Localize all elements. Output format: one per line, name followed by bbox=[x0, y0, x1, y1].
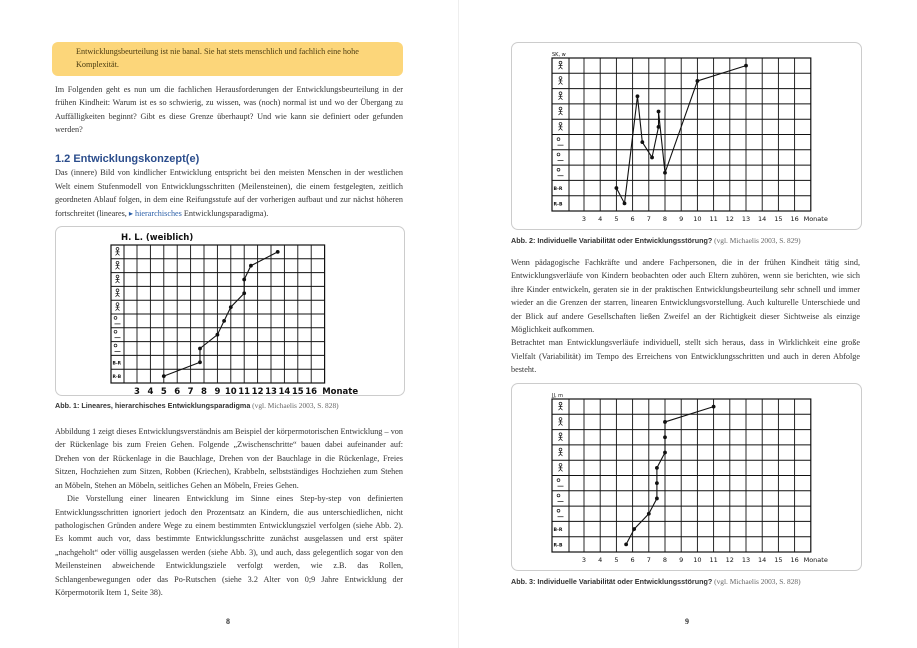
page-9-content bbox=[511, 42, 860, 587]
concept-paragraph bbox=[55, 166, 403, 220]
milestone-icon bbox=[559, 125, 563, 130]
data-point bbox=[198, 360, 202, 364]
chart-title: SK, w bbox=[552, 52, 566, 58]
page-number: 9 bbox=[685, 617, 689, 626]
milestone-icon bbox=[557, 153, 560, 156]
page-8 bbox=[0, 0, 458, 648]
figure-1-caption bbox=[55, 401, 403, 411]
data-point bbox=[229, 305, 233, 309]
x-tick-label: 11 bbox=[709, 555, 718, 564]
milestone-icon bbox=[559, 64, 563, 69]
paragraph: Wenn pädagogische Fachkräfte und andere Fachpersonen, die in der frühen Kindheit tätig sind, Entwicklungsverläufe von Kindern beobachten oder auch Eltern zuhören, wenn sie berichten, wie sich ihre Kinder entwickeln, geraten sie in der praktischen Entwicklungsbeurteilung sehr schnell und immer wieder an die Grenzen der starren, linearen Entwicklungsvorstellung. Auch kulturelle Unterschiede und der Blick auf andere Gesellschaften ließen Zweifel an der Richtigkeit dieser Sichtweise als einzige Möglichkeit aufkommen. bbox=[511, 258, 860, 335]
milestone-icon bbox=[557, 494, 560, 497]
data-point bbox=[647, 512, 651, 516]
highlight-text: Entwicklungsbeurteilung ist nie banal. Sie hat stets menschlich und fachlich eine hohe Komplexität. bbox=[76, 47, 359, 70]
x-tick-label: 12 bbox=[725, 215, 734, 223]
milestone-icon bbox=[557, 509, 560, 512]
x-tick-label: 13 bbox=[741, 555, 751, 564]
milestone-icon bbox=[116, 278, 120, 283]
x-tick-label: 4 bbox=[598, 555, 603, 564]
milestone-icon bbox=[557, 138, 560, 141]
x-tick-label: 13 bbox=[741, 215, 751, 223]
x-tick-label: 15 bbox=[291, 387, 304, 396]
milestone-icon bbox=[557, 478, 560, 481]
paragraph: Betrachtet man Entwicklungsverläufe individuell, stellt sich heraus, dass in Wirklichkeit eine große Vielfalt (Variabilität) im Tempo des Erreichens von Entwicklungsschritten und auch in deren Abfolge besteht. bbox=[511, 338, 860, 375]
figure-2 bbox=[511, 42, 862, 230]
caption-title: Abb. 1: Lineares, hierarchisches Entwicklungsparadigma bbox=[55, 401, 251, 411]
data-point bbox=[696, 79, 700, 83]
milestone-icon bbox=[559, 402, 562, 405]
milestone-icon bbox=[116, 303, 119, 306]
x-tick-label: 15 bbox=[774, 555, 783, 564]
x-tick-label: 7 bbox=[646, 215, 651, 223]
x-tick-label: 10 bbox=[693, 215, 702, 223]
chart-title: H. L. (weiblich) bbox=[121, 233, 194, 244]
figure-3 bbox=[511, 383, 862, 571]
milestone-icon bbox=[116, 264, 120, 269]
x-tick-label: 8 bbox=[201, 387, 207, 396]
concept-text-end: Entwicklungsparadigma). bbox=[181, 208, 269, 218]
data-point bbox=[636, 94, 640, 98]
x-axis-label: Monate bbox=[803, 215, 828, 223]
chart-1 bbox=[56, 227, 404, 395]
data-point bbox=[655, 466, 659, 470]
data-point bbox=[744, 64, 748, 68]
data-point bbox=[657, 125, 661, 129]
paragraph: Die Vorstellung einer linearen Entwicklung im Sinne eines Step-by-step von definierten Entwicklungsschritten ignoriert jedoch den Prozentsatz an Kindern, die aus unterschiedlichen, nicht pathologischen Gründen andere Wege zu einem bestimmten Entwicklungsziel verfolgen (siehe Abb. 2). Es kommt auch vor, dass bestimmte Entwicklungsschritte zunächst ausgelassen und erst später „nachgeholt“ oder völlig ausgelassen werden (siehe Abb. 3), und auch, dass gelegentlich sogar von den Meilensteinen abweichende Entwicklungsziele verfolgt werden, wie z.B. das Rollen, Schlangenbewegungen oder das Po-Rutschen (siehe 3.2 Alter von 0;9 Jahre Entwicklung der Körpermotorik Item 1, Seite 38). bbox=[55, 494, 403, 597]
milestone-icon bbox=[559, 448, 562, 451]
milestone-icon bbox=[559, 466, 563, 471]
data-point bbox=[663, 420, 667, 424]
milestone-icon bbox=[559, 433, 562, 436]
data-point bbox=[640, 140, 644, 144]
x-tick-label: 4 bbox=[598, 215, 603, 223]
x-tick-label: 9 bbox=[214, 387, 221, 396]
milestone-icon bbox=[559, 417, 562, 420]
row-label: B-R bbox=[112, 361, 122, 367]
data-point bbox=[655, 496, 659, 500]
x-tick-label: 13 bbox=[265, 387, 277, 396]
x-tick-label: 10 bbox=[224, 387, 237, 396]
data-point bbox=[162, 374, 166, 378]
highlight-box bbox=[52, 42, 403, 76]
chart-title: JJ, m bbox=[552, 392, 563, 399]
milestone-icon bbox=[559, 405, 563, 410]
row-label: B-R bbox=[553, 187, 563, 193]
caption-title: Abb. 3: Individuelle Variabilität oder Entwicklungsstörung? bbox=[511, 576, 713, 586]
data-point bbox=[624, 542, 628, 546]
milestone-icon bbox=[114, 330, 117, 333]
x-tick-label: 14 bbox=[758, 215, 767, 223]
milestone-icon bbox=[559, 451, 563, 456]
x-tick-label: 9 bbox=[679, 215, 684, 223]
x-tick-label: 3 bbox=[581, 555, 587, 564]
x-tick-label: 5 bbox=[614, 555, 619, 564]
page-number: 8 bbox=[226, 617, 230, 626]
body-text bbox=[511, 256, 860, 377]
x-tick-label: 3 bbox=[134, 387, 140, 396]
x-tick-label: 4 bbox=[147, 387, 154, 396]
data-point bbox=[663, 450, 667, 454]
data-point bbox=[632, 527, 636, 531]
x-tick-label: 5 bbox=[160, 387, 167, 396]
caption-title: Abb. 2: Individuelle Variabilität oder Entwicklungsstörung? bbox=[511, 236, 713, 245]
milestone-icon bbox=[559, 79, 563, 84]
x-tick-label: 16 bbox=[790, 555, 799, 564]
x-tick-label: 3 bbox=[581, 215, 587, 223]
milestone-icon bbox=[559, 420, 563, 425]
milestone-icon bbox=[114, 344, 117, 347]
caption-source: (vgl. Michaelis 2003, S. 829) bbox=[712, 236, 801, 245]
x-tick-label: 8 bbox=[662, 555, 668, 564]
page-9 bbox=[459, 0, 917, 648]
milestone-icon bbox=[559, 95, 563, 100]
milestone-icon bbox=[559, 107, 562, 110]
x-tick-label: 14 bbox=[758, 555, 767, 564]
data-point bbox=[623, 201, 627, 205]
data-point bbox=[663, 171, 667, 175]
x-tick-label: 7 bbox=[187, 387, 194, 396]
row-label: R-B bbox=[553, 202, 563, 208]
figure-1 bbox=[55, 226, 405, 396]
milestone-icon bbox=[116, 248, 119, 251]
x-tick-label: 6 bbox=[174, 387, 181, 396]
data-point bbox=[650, 156, 654, 160]
row-label: R-B bbox=[553, 543, 563, 549]
milestone-icon bbox=[116, 275, 119, 278]
data-point bbox=[242, 278, 246, 282]
body-text bbox=[55, 425, 403, 599]
x-axis-label: Monate bbox=[803, 555, 828, 564]
x-tick-label: 12 bbox=[251, 387, 264, 396]
hierarchisches-link[interactable]: ▸ hierarchisches bbox=[128, 208, 182, 218]
x-axis-label: Monate bbox=[322, 387, 359, 396]
milestone-icon bbox=[114, 317, 117, 320]
concept-text: Das (innere) Bild von kindlicher Entwicklung entspricht bei den meisten Menschen in der westlichen Welt einem Stufenmodell von Entwicklungsschritten (Meilensteinen), die einem festgelegten, zeitlich geordneten Ablauf folgen, in dem eine Reifungsstufe auf der vorherigen aufbaut und zur nächst höheren fortschreitet (lineares, bbox=[55, 168, 403, 218]
milestone-icon bbox=[116, 250, 120, 255]
milestone-icon bbox=[559, 110, 563, 115]
caption-source: (vgl. Michaelis 2003, S. 828) bbox=[250, 401, 339, 411]
data-point bbox=[615, 186, 619, 190]
data-point bbox=[222, 319, 226, 323]
section-heading: 1.2 Entwicklungskonzept(e) bbox=[55, 153, 200, 166]
data-point bbox=[712, 404, 716, 408]
data-point bbox=[276, 250, 280, 254]
intro-paragraph: Im Folgenden geht es nun um die fachlichen Herausforderungen der Entwicklungsbeurteilung in der frühen Kindheit: Warum ist es so schwierig, zu wissen, was (noch) normal ist und wo der Übergang zu Auffälligkeiten beginnt? Gibt es diese Grenze überhaupt? Und wie kann sie definiert oder gefunden werden? bbox=[55, 84, 403, 135]
x-tick-label: 11 bbox=[709, 215, 718, 223]
x-tick-label: 5 bbox=[614, 215, 619, 223]
milestone-icon bbox=[559, 61, 562, 64]
data-point bbox=[663, 435, 667, 439]
x-tick-label: 6 bbox=[630, 215, 635, 223]
milestone-icon bbox=[116, 306, 120, 311]
milestone-icon bbox=[559, 122, 562, 125]
milestone-icon bbox=[559, 435, 563, 440]
page-8-content bbox=[52, 42, 403, 599]
x-tick-label: 7 bbox=[646, 555, 651, 564]
data-point bbox=[249, 264, 253, 268]
x-tick-label: 12 bbox=[725, 555, 734, 564]
data-point bbox=[655, 481, 659, 485]
data-point bbox=[216, 333, 220, 337]
row-label: B-R bbox=[553, 527, 563, 533]
figure-2-caption bbox=[511, 236, 860, 246]
x-tick-label: 6 bbox=[630, 555, 635, 564]
milestone-icon bbox=[557, 168, 560, 171]
x-tick-label: 10 bbox=[693, 555, 702, 564]
x-tick-label: 16 bbox=[790, 215, 799, 223]
x-tick-label: 14 bbox=[278, 387, 291, 396]
milestone-icon bbox=[559, 92, 562, 95]
milestone-icon bbox=[116, 292, 120, 297]
data-point bbox=[242, 291, 246, 295]
chart-3 bbox=[512, 384, 861, 570]
x-tick-label: 11 bbox=[238, 387, 251, 396]
x-tick-label: 16 bbox=[305, 387, 318, 396]
caption-source: (vgl. Michaelis 2003, S. 828) bbox=[712, 576, 801, 586]
x-tick-label: 15 bbox=[774, 215, 783, 223]
x-tick-label: 8 bbox=[662, 215, 668, 223]
paragraph: Abbildung 1 zeigt dieses Entwicklungsverständnis am Beispiel der körpermotorischen Entwicklung – von der Rückenlage bis zum Freien Gehen. Folgende „Zwischenschritte“ bauen dabei aufeinander auf: Drehen von der Rückenlage in die Bauchlage, Drehen von der Bauchlage in die Rückenlage, Freies Sitzen, Hochziehen zum Sitzen, Robben (Kriechen), Krabbeln, selbstständiges Hochziehen zum Stehen an Möbeln, Stehen an Möbeln, seitliches Gehen an Möbeln, Freies Gehen. bbox=[55, 427, 403, 490]
figure-3-caption bbox=[511, 577, 860, 587]
row-label: R-B bbox=[112, 375, 122, 381]
chart-2 bbox=[512, 43, 861, 229]
data-point bbox=[198, 347, 202, 351]
milestone-icon bbox=[559, 463, 562, 466]
milestone-icon bbox=[559, 77, 562, 80]
data-point bbox=[657, 110, 661, 114]
x-tick-label: 9 bbox=[679, 555, 684, 564]
milestone-icon bbox=[116, 261, 119, 264]
milestone-icon bbox=[116, 289, 119, 292]
